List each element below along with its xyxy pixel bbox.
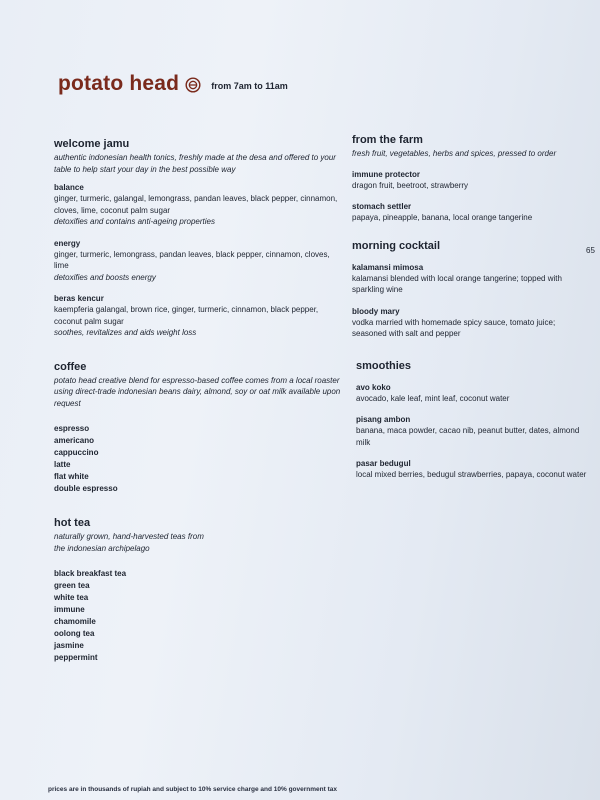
section-hot-tea	[54, 517, 344, 664]
list-item: white tea	[54, 593, 89, 602]
section-title: hot tea	[54, 517, 91, 529]
item-name: stomach settler	[352, 202, 412, 211]
item-ingredients: ginger, turmeric, galangal, lemongrass, pandan leaves, black pepper, cinnamon, cloves, lime, coconut palm sugar	[54, 194, 338, 215]
section-title: coffee	[54, 360, 87, 373]
section-smoothies	[356, 360, 592, 481]
list-item: americano	[54, 436, 95, 445]
list-item: peppermint	[54, 653, 98, 662]
list-item: immune	[54, 605, 85, 614]
item-name: kalamansi mimosa	[352, 262, 424, 272]
list-item: chamomile	[54, 617, 96, 626]
item-ingredients: dragon fruit, beetroot, strawberry	[352, 180, 469, 190]
menu-item	[352, 169, 592, 192]
item-name: balance	[54, 183, 84, 192]
section-title: from the farm	[352, 134, 423, 146]
item-ingredients: kaempferia galangal, brown rice, ginger, turmeric, cinnamon, black pepper, coconut palm sugar	[54, 305, 319, 326]
menu-header	[58, 72, 288, 96]
item-ingredients: local mixed berries, bedugul strawberries, papaya, coconut water	[356, 470, 587, 479]
menu-item	[352, 306, 592, 340]
section-title: smoothies	[356, 359, 412, 372]
item-ingredients: papaya, pineapple, banana, local orange tangerine	[352, 213, 533, 222]
item-name: beras kencur	[54, 294, 104, 303]
section-description: authentic indonesian health tonics, freshly made at the desa and offered to your table to help start your day in the best possible way	[54, 153, 336, 174]
menu-item	[54, 238, 344, 284]
item-note: detoxifies and boosts energy	[54, 272, 156, 282]
item-name: avo koko	[356, 382, 391, 392]
section-morning-cocktail	[352, 240, 592, 340]
list-item: oolong tea	[54, 629, 95, 638]
item-name: bloody mary	[352, 306, 400, 316]
menu-item	[54, 293, 344, 339]
list-item: latte	[54, 460, 71, 469]
item-ingredients: kalamansi blended with local orange tangerine; topped with sparkling wine	[352, 273, 562, 294]
item-ingredients: ginger, turmeric, lemongrass, pandan leaves, black pepper, cinnamon, cloves, lime	[54, 249, 330, 270]
section-description: naturally grown, hand-harvested teas from the indonesian archipelago	[54, 532, 204, 553]
menu-item	[356, 382, 592, 405]
list-item: jasmine	[54, 641, 84, 650]
right-column	[352, 134, 592, 495]
section-welcome-jamu	[54, 138, 344, 339]
brand-name: potato head	[58, 72, 180, 95]
section-title: welcome jamu	[54, 138, 130, 150]
section-from-the-farm	[352, 134, 592, 224]
list-item: espresso	[54, 424, 90, 433]
list-item: green tea	[54, 581, 90, 590]
item-note: detoxifies and contains anti-ageing properties	[54, 217, 215, 226]
item-ingredients: banana, maca powder, cacao nib, peanut butter, dates, almond milk	[356, 426, 580, 447]
menu-item	[352, 201, 592, 224]
item-name: energy	[54, 238, 81, 248]
item-name: immune protector	[352, 169, 421, 179]
item-name: pisang ambon	[356, 415, 411, 424]
item-ingredients: vodka married with homemade spicy sauce, tomato juice; seasoned with salt and pepper	[352, 317, 556, 338]
service-hours: from 7am to 11am	[211, 81, 288, 91]
section-coffee	[54, 361, 344, 496]
section-title: morning cocktail	[352, 239, 441, 252]
left-column	[54, 138, 344, 678]
potato-head-logo-icon	[185, 77, 201, 93]
section-description: potato head creative blend for espresso-based coffee comes from a local roaster using direct-trade indonesian beans dairy, almond, soy or oat milk available upon request	[54, 375, 341, 408]
menu-item	[54, 182, 344, 228]
list-item: double espresso	[54, 484, 118, 493]
list-item: black breakfast tea	[54, 569, 127, 578]
menu-item	[356, 414, 592, 448]
cocktail-price: 65	[586, 246, 595, 255]
menu-item	[356, 458, 592, 481]
pricing-footnote: prices are in thousands of rupiah and subject to 10% service charge and 10% government tax	[48, 786, 337, 793]
item-ingredients: avocado, kale leaf, mint leaf, coconut water	[356, 393, 510, 403]
menu-item	[352, 262, 592, 296]
section-description: fresh fruit, vegetables, herbs and spices, pressed to order	[352, 149, 557, 158]
item-note: soothes, revitalizes and aids weight loss	[54, 328, 197, 337]
item-name: pasar bedugul	[356, 459, 411, 468]
list-item: cappuccino	[54, 448, 99, 457]
list-item: flat white	[54, 472, 89, 481]
